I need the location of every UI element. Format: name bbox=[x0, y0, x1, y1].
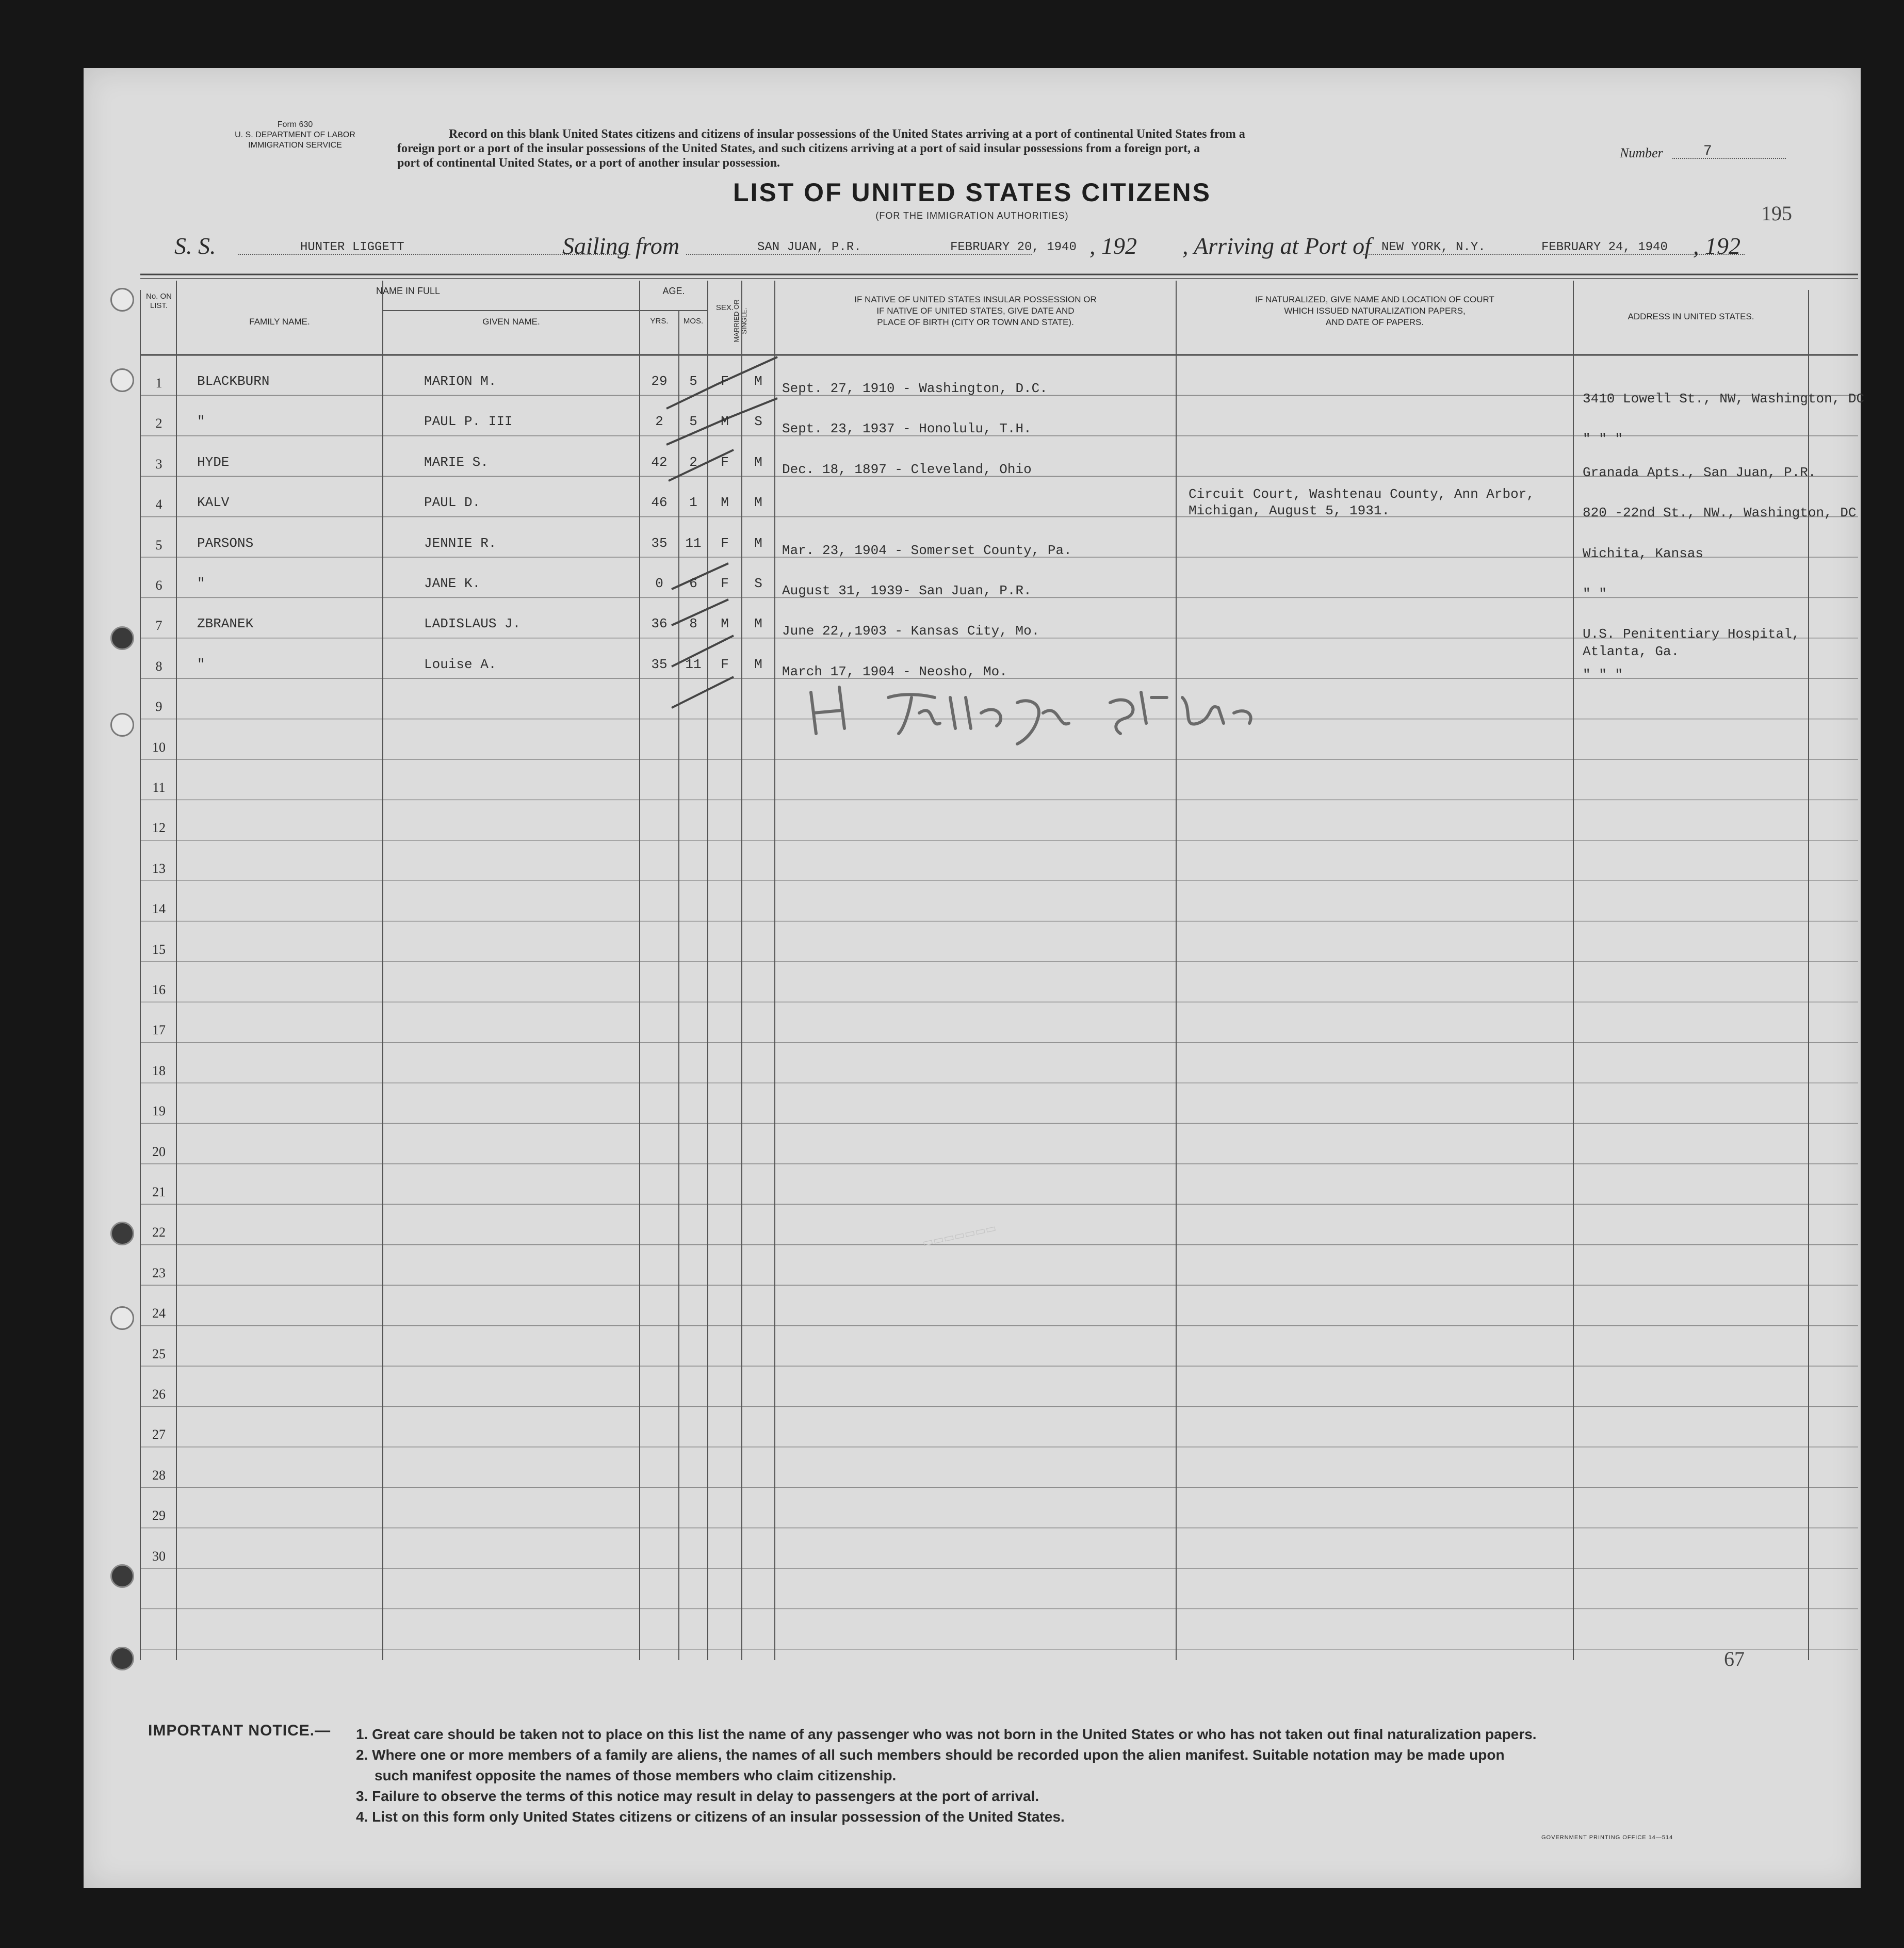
age-months: 1 bbox=[689, 495, 697, 511]
birth-place-date: Sept. 23, 1937 - Honolulu, T.H. bbox=[782, 421, 1032, 437]
row-number: 26 bbox=[152, 1387, 166, 1402]
sailing-label: Sailing from bbox=[562, 233, 680, 259]
service: IMMIGRATION SERVICE bbox=[248, 141, 342, 150]
col-header-yrs: YRS. bbox=[650, 317, 669, 326]
notice-item: such manifest opposite the names of those members who claim citizenship. bbox=[375, 1767, 897, 1783]
age-years: 35 bbox=[651, 535, 668, 551]
address: " " " bbox=[1583, 667, 1623, 683]
row-number: 2 bbox=[155, 416, 162, 431]
header-line: IF NATIVE OF UNITED STATES INSULAR POSSESSION OR bbox=[854, 295, 1097, 304]
instruction-line: foreign port or a port of the insular possessions of the United States, and such citizens arriving at a port of said insular possessions from a foreign port, a bbox=[397, 142, 1200, 155]
age-months: 6 bbox=[689, 576, 697, 591]
marital-status: M bbox=[754, 374, 762, 389]
marital-status: M bbox=[754, 656, 762, 672]
number-label: Number bbox=[1620, 145, 1663, 160]
sex: F bbox=[721, 374, 729, 389]
notice-heading: IMPORTANT NOTICE.— bbox=[148, 1722, 331, 1739]
family-name: PARSONS bbox=[197, 535, 254, 551]
notice-item: 1. Great care should be taken not to place on this list the name of any passenger who was not born in the United States or who has not taken out final naturalization papers. bbox=[356, 1726, 1537, 1742]
notice-item: 3. Failure to observe the terms of this notice may result in delay to passengers at the port of arrival. bbox=[356, 1788, 1039, 1804]
faint-stamp: ▭▭▭▭▭▭▭ bbox=[921, 1221, 998, 1249]
notice-item: 4. List on this form only United States citizens or citizens of an insular possession of the United States. bbox=[356, 1809, 1065, 1825]
sex: M bbox=[721, 616, 729, 632]
age-months: 5 bbox=[689, 374, 697, 389]
age-years: 0 bbox=[655, 576, 663, 591]
row-number: 12 bbox=[152, 820, 166, 836]
ss-label: S. S. bbox=[174, 233, 216, 259]
age-years: 35 bbox=[651, 656, 668, 672]
col-header-family: FAMILY NAME. bbox=[249, 317, 310, 327]
sex: F bbox=[721, 576, 729, 591]
page-stamp: 195 bbox=[1761, 202, 1792, 225]
naturalization: Michigan, August 5, 1931. bbox=[1189, 503, 1390, 519]
birth-place-date: June 22,,1903 - Kansas City, Mo. bbox=[782, 623, 1040, 639]
age-months: 8 bbox=[689, 616, 697, 632]
form-number: Form 630 bbox=[277, 120, 313, 129]
instruction-line: port of continental United States, or a port of another insular possession. bbox=[397, 156, 780, 170]
naturalization: Circuit Court, Washtenau County, Ann Arbor, bbox=[1189, 486, 1535, 502]
row-number: 6 bbox=[155, 578, 162, 593]
age-months: 11 bbox=[685, 656, 702, 672]
given-name: PAUL D. bbox=[424, 495, 481, 511]
year-prefix: , 192 bbox=[1693, 233, 1740, 259]
given-name: JENNIE R. bbox=[424, 535, 497, 551]
given-name: MARION M. bbox=[424, 374, 497, 389]
family-name: " bbox=[197, 414, 205, 430]
family-name: KALV bbox=[197, 495, 230, 511]
row-number: 14 bbox=[152, 901, 166, 917]
row-number: 20 bbox=[152, 1144, 166, 1159]
marital-status: M bbox=[754, 454, 762, 470]
marital-status: M bbox=[754, 495, 762, 511]
marital-status: S bbox=[754, 414, 762, 430]
from-port: SAN JUAN, P.R. bbox=[757, 240, 861, 254]
birth-place-date: Dec. 18, 1897 - Cleveland, Ohio bbox=[782, 461, 1032, 477]
row-number: 9 bbox=[155, 699, 162, 715]
row-number: 24 bbox=[152, 1306, 166, 1321]
given-name: PAUL P. III bbox=[424, 414, 513, 430]
age-years: 2 bbox=[655, 414, 663, 430]
row-number: 21 bbox=[152, 1184, 166, 1199]
birth-place-date: Sept. 27, 1910 - Washington, D.C. bbox=[782, 381, 1048, 396]
row-number: 27 bbox=[152, 1427, 166, 1442]
notice-item: 2. Where one or more members of a family are aliens, the names of all such members should be recorded upon the alien manifest. Suitable notation may be made upon bbox=[356, 1747, 1505, 1763]
instruction-line: Record on this blank United States citizens and citizens of insular possessions of the United States arriving at a port of continental United States from a bbox=[449, 127, 1245, 141]
sex: F bbox=[721, 454, 729, 470]
address: 3410 Lowell St., NW, Washington, DC bbox=[1583, 391, 1865, 407]
age-years: 46 bbox=[651, 495, 668, 511]
col-header-age: AGE. bbox=[662, 286, 685, 296]
col-header-name-in-full: NAME IN FULL bbox=[376, 286, 441, 296]
row-number: 28 bbox=[152, 1467, 166, 1483]
given-name: JANE K. bbox=[424, 576, 481, 591]
notice-items bbox=[356, 1724, 1537, 1827]
row-number: 5 bbox=[155, 537, 162, 553]
given-name: MARIE S. bbox=[424, 454, 489, 470]
row-number: 13 bbox=[152, 861, 166, 876]
col-header-married: MARRIED OR SINGLE. bbox=[733, 299, 748, 343]
address: Wichita, Kansas bbox=[1583, 545, 1704, 561]
family-name: " bbox=[197, 576, 205, 591]
col-header-mos: MOS. bbox=[683, 317, 704, 326]
row-number: 19 bbox=[152, 1103, 166, 1119]
birth-place-date: August 31, 1939- San Juan, P.R. bbox=[782, 583, 1032, 598]
age-years: 29 bbox=[651, 374, 668, 389]
age-months: 2 bbox=[689, 454, 697, 470]
address: U.S. Penitentiary Hospital, bbox=[1583, 626, 1800, 642]
address: " " bbox=[1583, 586, 1607, 602]
table-grid bbox=[84, 68, 1861, 1888]
birth-place-date: Mar. 23, 1904 - Somerset County, Pa. bbox=[782, 542, 1072, 558]
number-value: 7 bbox=[1703, 143, 1712, 159]
year-prefix: , 192 bbox=[1089, 233, 1137, 259]
family-name: " bbox=[197, 656, 205, 672]
col-header-sex: SEX. bbox=[715, 303, 734, 312]
row-number: 23 bbox=[152, 1265, 166, 1280]
header-line: AND DATE OF PAPERS. bbox=[1325, 317, 1424, 327]
row-number: 18 bbox=[152, 1063, 166, 1078]
age-years: 42 bbox=[651, 454, 668, 470]
col-header-given: GIVEN NAME. bbox=[482, 317, 540, 327]
department: U. S. DEPARTMENT OF LABOR bbox=[235, 131, 355, 139]
col-header-naturalized bbox=[1176, 294, 1573, 328]
row-number: 22 bbox=[152, 1225, 166, 1240]
row-number: 30 bbox=[152, 1548, 166, 1564]
row-number: 16 bbox=[152, 982, 166, 997]
handwritten-signature bbox=[801, 682, 1368, 759]
given-name: Louise A. bbox=[424, 656, 497, 672]
family-name: HYDE bbox=[197, 454, 230, 470]
address: Granada Apts., San Juan, P.R. bbox=[1583, 464, 1816, 480]
header-line: WHICH ISSUED NATURALIZATION PAPERS, bbox=[1284, 306, 1466, 316]
header-line: IF NATURALIZED, GIVE NAME AND LOCATION OF COURT bbox=[1255, 295, 1494, 304]
marital-status: S bbox=[754, 576, 762, 591]
arrive-date: FEBRUARY 24, 1940 bbox=[1541, 240, 1668, 254]
sex: F bbox=[721, 535, 729, 551]
col-header-address: ADDRESS IN UNITED STATES. bbox=[1628, 312, 1754, 321]
manifest-page bbox=[84, 68, 1865, 1888]
address: 820 -22nd St., NW., Washington, DC bbox=[1583, 505, 1857, 521]
row-number: 25 bbox=[152, 1346, 166, 1361]
address: " " " bbox=[1583, 431, 1623, 447]
age-months: 5 bbox=[689, 414, 697, 430]
row-number: 11 bbox=[152, 780, 166, 795]
row-number: 3 bbox=[155, 456, 162, 472]
page-subtitle: (FOR THE IMMIGRATION AUTHORITIES) bbox=[875, 210, 1069, 221]
arriving-label: , Arriving at Port of bbox=[1182, 233, 1371, 259]
age-months: 11 bbox=[685, 535, 702, 551]
row-number: 8 bbox=[155, 658, 162, 674]
sex: F bbox=[721, 656, 729, 672]
bottom-number: 67 bbox=[1724, 1647, 1745, 1670]
to-port: NEW YORK, N.Y. bbox=[1381, 240, 1486, 254]
page-title: LIST OF UNITED STATES CITIZENS bbox=[733, 178, 1212, 207]
header-line: PLACE OF BIRTH (CITY OR TOWN AND STATE). bbox=[877, 317, 1074, 327]
family-name: BLACKBURN bbox=[197, 374, 270, 389]
address: Atlanta, Ga. bbox=[1583, 644, 1680, 660]
row-number: 29 bbox=[152, 1508, 166, 1523]
col-header-birth bbox=[775, 294, 1176, 328]
ship-name: HUNTER LIGGETT bbox=[300, 240, 404, 254]
row-number: 10 bbox=[152, 739, 166, 755]
age-years: 36 bbox=[651, 616, 668, 632]
family-name: ZBRANEK bbox=[197, 616, 254, 632]
header-line: IF NATIVE OF UNITED STATES, GIVE DATE AND bbox=[876, 306, 1075, 316]
marital-status: M bbox=[754, 616, 762, 632]
given-name: LADISLAUS J. bbox=[424, 616, 521, 632]
row-number: 1 bbox=[155, 376, 162, 391]
birth-place-date: March 17, 1904 - Neosho, Mo. bbox=[782, 663, 1007, 679]
row-number: 7 bbox=[155, 618, 162, 634]
sex: M bbox=[721, 495, 729, 511]
sex: M bbox=[721, 414, 729, 430]
col-header-no: No. ON LIST. bbox=[145, 292, 172, 310]
row-number: 17 bbox=[152, 1022, 166, 1038]
row-number: 15 bbox=[152, 941, 166, 957]
marital-status: M bbox=[754, 535, 762, 551]
sail-date: FEBRUARY 20, 1940 bbox=[950, 240, 1077, 254]
printer-mark: GOVERNMENT PRINTING OFFICE 14—514 bbox=[1541, 1835, 1673, 1841]
row-number: 4 bbox=[155, 497, 162, 512]
